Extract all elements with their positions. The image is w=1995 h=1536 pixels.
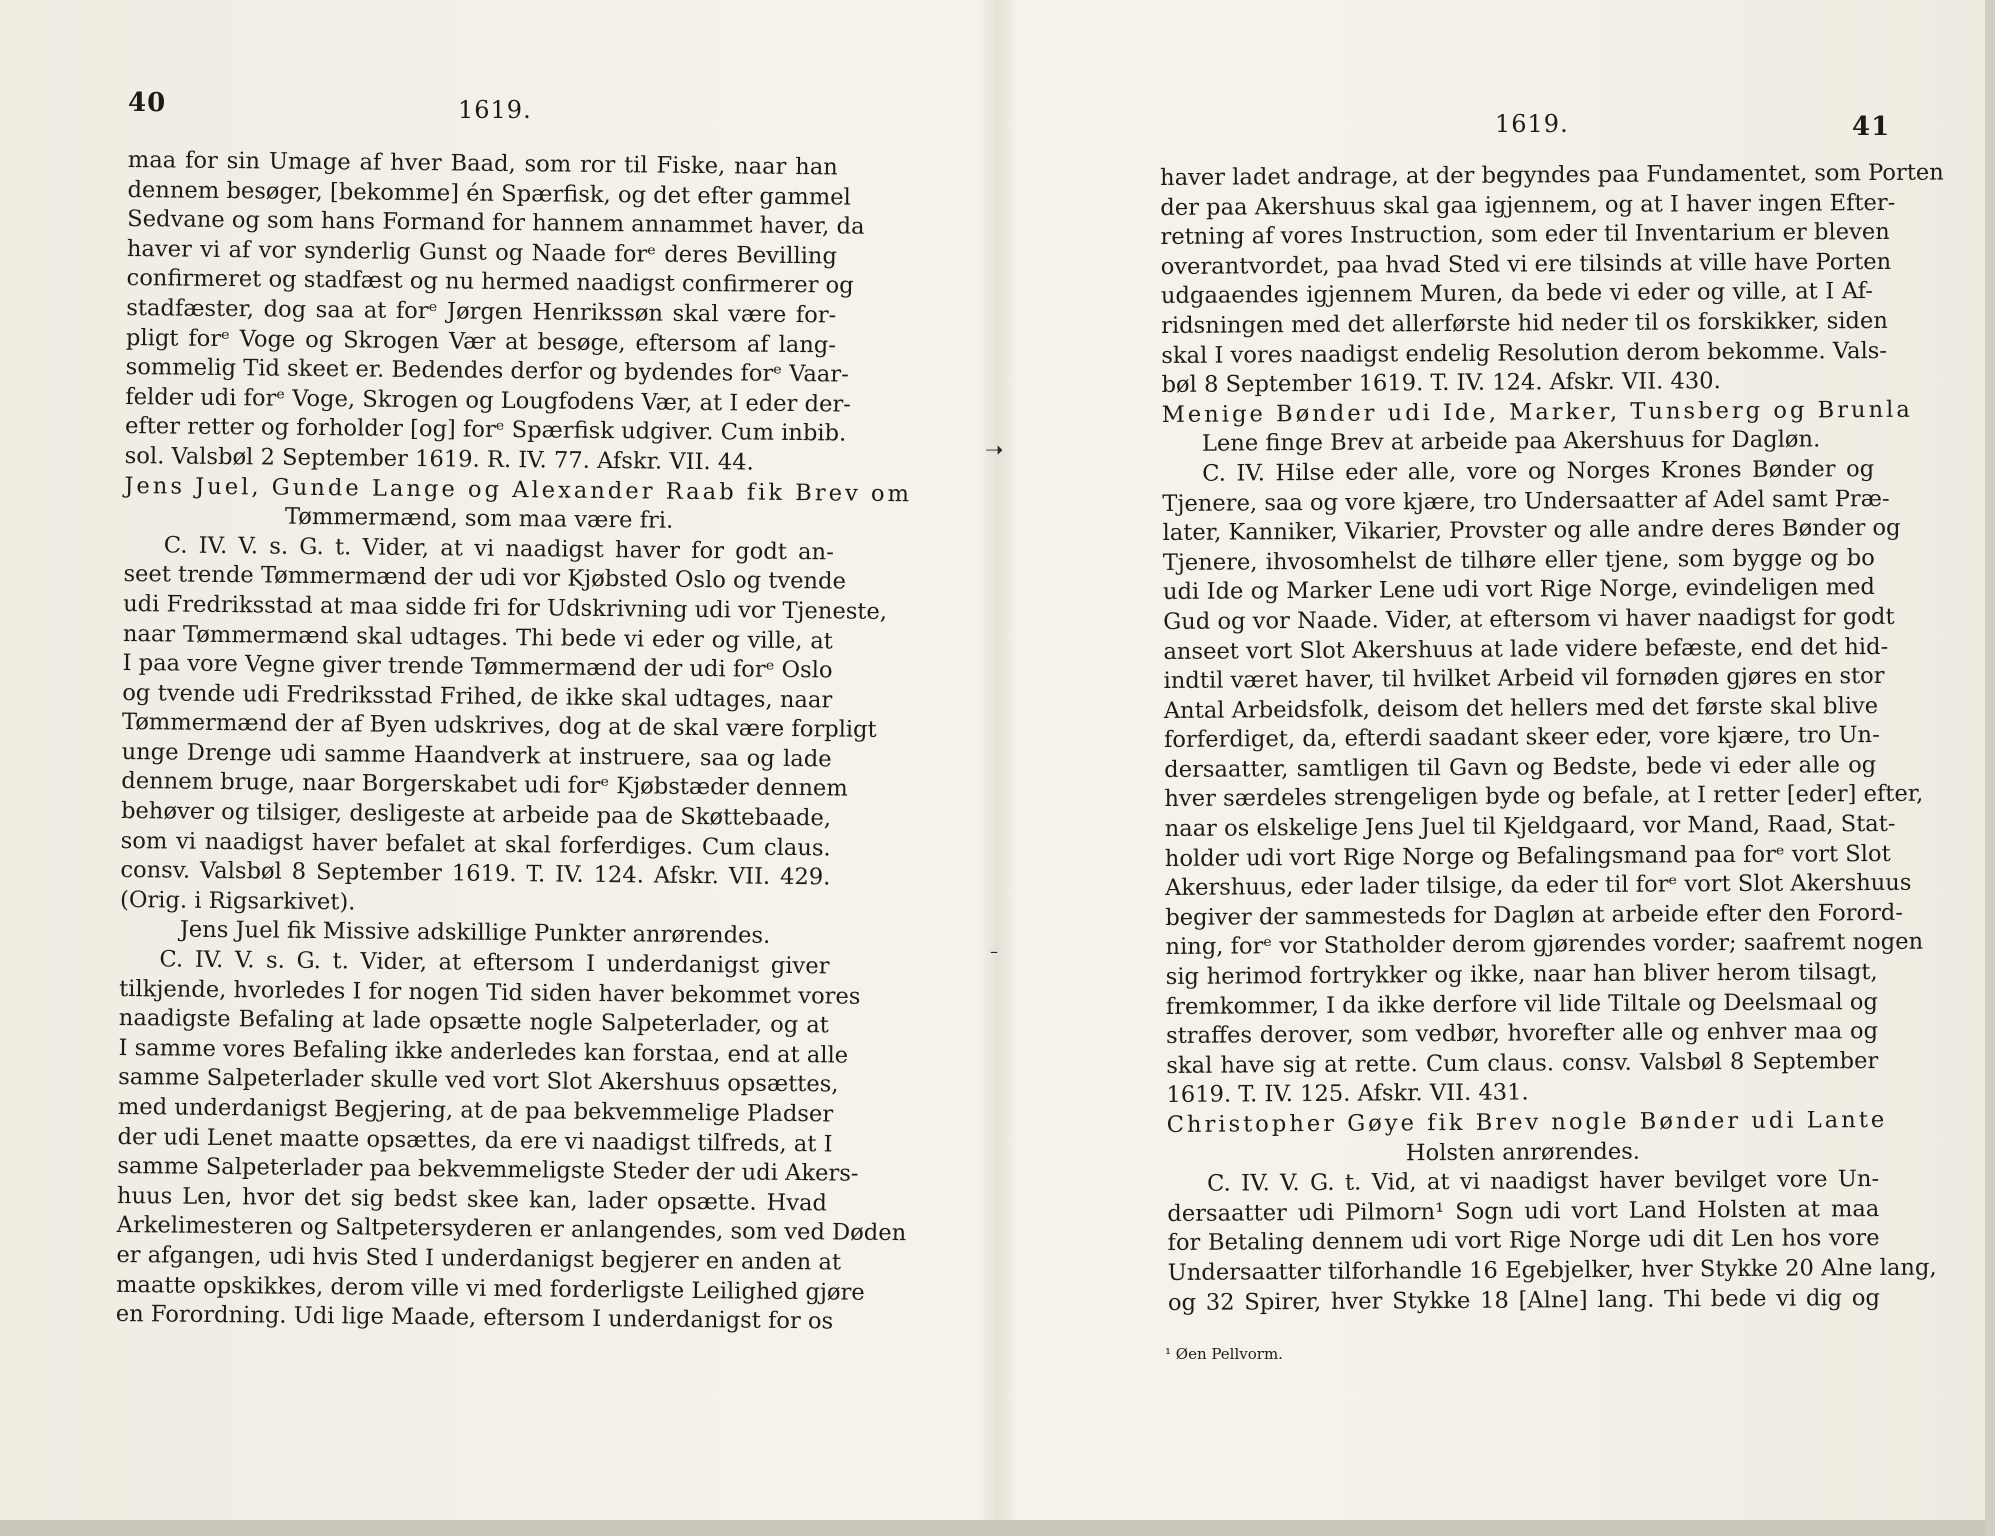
text-line: Gud og vor Naade. Vider, at eftersom vi haver naadigst for godt	[1163, 603, 1895, 635]
text-line: samme Salpeterlader skulle ved vort Slot Akershuus opsættes,	[118, 1064, 839, 1098]
text-line: skal I vores naadigst endelig Resolution derom bekomme. Vals-	[1161, 337, 1888, 369]
text-line: C. IV. V. s. G. t. Vider, at vi naadigst haver for godt an-	[163, 532, 834, 566]
text-line: Tjenere, ihvosomhelst de tilhøre eller tjene, som bygge og bo	[1162, 544, 1875, 576]
text-line: dersaatter udi Pilmorn¹ Sogn udi vort Land Holsten at maa	[1167, 1195, 1880, 1227]
text-line: C. IV. V. G. t. Vid, at vi naadigst haver bevilget vore Un-	[1207, 1166, 1880, 1197]
text-line: C. IV. V. s. G. t. Vider, at eftersom I underdanigst giver	[159, 946, 830, 980]
page-bottom-edge	[0, 1520, 1995, 1536]
text-line: maatte opskikkes, derom ville vi med forderligste Leilighed gjøre	[115, 1271, 865, 1306]
gutter-dash-icon: –	[990, 942, 998, 961]
text-line: ridsningen med det allerførste hid neder til os forskikker, siden	[1161, 307, 1888, 339]
right-year-header: 1619.	[1495, 110, 1569, 138]
entry-heading: Menige Bønder udi Ide, Marker, Tunsberg og Brunla	[1161, 396, 1913, 428]
text-line: udi Ide og Marker Lene udi vort Rige Norge, evindeligen med	[1162, 574, 1876, 606]
text-line: sig herimod fortrykker og ikke, naar han bliver herom tilsagt,	[1165, 959, 1878, 991]
left-page-number: 40	[128, 88, 167, 118]
text-line: dennem besøger, [bekomme] én Spærfisk, og det efter gammel	[127, 176, 851, 211]
text-line: Undersaatter tilforhandle 16 Egebjelker, hver Stykke 20 Alne lang,	[1167, 1254, 1937, 1286]
text-line: forferdiget, da, efterdi saadant skeer eder, vore kjære, tro Un-	[1163, 722, 1880, 754]
text-line: pligt forᵉ Voge og Skrogen Vær at besøge, eftersom af lang-	[125, 324, 837, 358]
right-text-block	[1160, 159, 1944, 1318]
text-line: hver særdeles strengeligen byde og befale, at I retter [eder] efter,	[1164, 781, 1924, 813]
text-line: haver ladet andrage, at der begyndes paa Fundamentet, som Porten	[1160, 159, 1944, 191]
left-text-block	[115, 146, 913, 1337]
text-line: med underdanigst Begjering, at de paa bekvemmelige Pladser	[117, 1093, 834, 1128]
text-line: begiver der sammesteds for Dagløn at arbeide efter den Forord-	[1165, 899, 1904, 931]
text-line: tilkjende, hvorledes I for nogen Tid siden haver bekommet vores	[119, 975, 861, 1010]
text-line: behøver og tilsiger, desligeste at arbeide paa de Skøttebaade,	[120, 798, 832, 832]
text-line: felder udi forᵉ Voge, Skrogen og Lougfodens Vær, at I eder der-	[125, 383, 852, 418]
text-line: sol. Valsbøl 2 September 1619. R. IV. 77. Afskr. VII. 44.	[124, 442, 754, 476]
text-line: Tjenere, saa og vore kjære, tro Undersaatter af Adel samt Præ-	[1162, 485, 1890, 517]
text-line: der paa Akershuus skal gaa igjennem, og at I haver ingen Efter-	[1160, 189, 1896, 221]
text-line: maa for sin Umage af hver Baad, som ror til Fiske, naar han	[127, 146, 838, 181]
entry-heading: Christopher Gøye fik Brev nogle Bønder udi Lante	[1166, 1106, 1888, 1138]
text-line: bøl 8 September 1619. T. IV. 124. Afskr. VII. 430.	[1161, 368, 1721, 399]
text-line: Antal Arbeidsfolk, deisom det hellers med det første skal blive	[1163, 692, 1879, 724]
text-line: 1619. T. IV. 125. Afskr. VII. 431.	[1166, 1079, 1529, 1109]
text-line: og tvende udi Fredriksstad Frihed, de ikke skal udtages, naar	[122, 679, 833, 714]
left-year-header: 1619.	[458, 96, 532, 124]
text-line: seet trende Tømmermænd der udi vor Kjøbsted Oslo og tvende	[123, 561, 847, 595]
text-line: Tømmermænd der af Byen udskrives, dog at de skal være forpligt	[121, 709, 877, 744]
text-line: huus Len, hvor det sig bedst skee kan, lader opsætte. Hvad	[116, 1182, 828, 1217]
text-line: efter retter og forholder [og] forᵉ Spærfisk udgiver. Cum inbib.	[124, 413, 847, 447]
text-line: sommelig Tid skeet er. Bedendes derfor og bydendes forᵉ Vaar-	[125, 354, 849, 388]
text-line: I paa vore Vegne giver trende Tømmermænd der udi forᵉ Oslo	[122, 650, 833, 684]
text-line: for Betaling dennem udi vort Rige Norge udi dit Len hos vore	[1167, 1225, 1880, 1257]
text-line: haver vi af vor synderlig Gunst og Naade forᵉ deres Bevilling	[126, 235, 838, 270]
text-line: ning, forᵉ vor Statholder derom gjørendes vorder; saafremt nogen	[1165, 929, 1924, 961]
text-line: skal have sig at rette. Cum claus. consv. Valsbøl 8 September	[1166, 1047, 1879, 1079]
text-line: Sedvane og som hans Formand for hannem annammet haver, da	[127, 206, 865, 240]
text-line: retning af vores Instruction, som eder til Inventarium er bleven	[1160, 219, 1890, 251]
text-line: Arkelimesteren og Saltpetersyderen er anlangendes, som ved Døden	[116, 1212, 907, 1247]
text-line: dersaatter, samtligen til Gavn og Bedste, bede vi eder alle og	[1164, 751, 1877, 783]
text-line: overantvordet, paa hvad Sted vi ere tilsinds at ville have Porten	[1160, 248, 1892, 280]
footnote: ¹ Øen Pellvorm.	[1165, 1345, 1283, 1363]
entry-heading: Jens Juel, Gunde Lange og Alexander Raab fik Brev om	[124, 472, 913, 507]
text-line: holder udi vort Rige Norge og Befalingsmand paa forᵉ vort Slot	[1164, 840, 1891, 872]
text-line: samme Salpeterlader paa bekvemmeligste Steder der udi Akers-	[117, 1153, 859, 1187]
text-line: later, Kanniker, Vikarier, Provster og alle andre deres Bønder og	[1162, 514, 1901, 547]
text-line: udi Fredriksstad at maa sidde fri for Udskrivning udi vor Tjeneste,	[123, 590, 888, 625]
text-line: C. IV. Hilse eder alle, vore og Norges Krones Bønder og	[1202, 455, 1875, 487]
text-line: straffes derover, som vedbør, hvorefter alle og enhver maa og	[1165, 1018, 1879, 1050]
text-line: unge Drenge udi samme Haandverk at instruere, saa og lade	[121, 738, 832, 773]
text-line: (Orig. i Rigsarkivet).	[119, 886, 356, 916]
text-line: der udi Lenet maatte opsættes, da ere vi naadigst tilfreds, at I	[117, 1123, 833, 1158]
text-line: og 32 Spirer, hver Stykke 18 [Alne] lang. Thi bede vi dig og	[1167, 1284, 1881, 1316]
right-page-number: 41	[1852, 112, 1891, 142]
text-line: naar Tømmermænd skal udtages. Thi bede vi eder og ville, at	[122, 620, 833, 654]
text-line: confirmeret og stadfæst og nu hermed naadigst confirmerer og	[126, 265, 854, 299]
entry-heading: Jens Juel fik Missive adskillige Punkter anrørendes.	[179, 917, 771, 950]
text-line: Akershuus, eder lader tilsige, da eder til forᵉ vort Slot Akershuus	[1164, 870, 1912, 902]
text-line: en Forordning. Udi lige Maade, eftersom I underdanigst for os	[115, 1301, 834, 1335]
text-line: dennem bruge, naar Borgerskabet udi forᵉ Kjøbstæder dennem	[121, 768, 848, 803]
text-line: naar os elskelige Jens Juel til Kjeldgaard, vor Mand, Raad, Stat-	[1164, 810, 1896, 843]
text-line: er afgangen, udi hvis Sted I underdanigst begjerer en anden at	[116, 1241, 842, 1276]
gutter-arrow-icon: ➝	[985, 438, 1004, 463]
entry-heading: Tømmermænd, som maa være fri.	[284, 503, 674, 534]
text-line: consv. Valsbøl 8 September 1619. T. IV. 124. Afskr. VII. 429.	[120, 857, 831, 891]
entry-heading: Holsten anrørendes.	[1405, 1138, 1641, 1166]
text-line: stadfæster, dog saa at forᵉ Jørgen Henrikssøn skal være for-	[126, 294, 837, 329]
text-line: anseet vort Slot Akershuus at lade videre befæste, end det hid-	[1163, 633, 1889, 665]
page-right-edge	[1985, 0, 1995, 1536]
text-line: som vi naadigst haver befalet at skal forferdiges. Cum claus.	[120, 827, 831, 862]
text-line: fremkommer, I da ikke derfore vil lide Tiltale og Deelsmaal og	[1165, 988, 1878, 1020]
left-page	[0, 0, 995, 1536]
text-line: indtil været haver, til hvilket Arbeid vil fornøden gjøres en stor	[1163, 663, 1885, 695]
entry-heading: Lene finge Brev at arbeide paa Akershuus for Dagløn.	[1201, 426, 1821, 458]
text-line: naadigste Befaling at lade opsætte nogle Salpeterlader, og at	[118, 1005, 829, 1039]
text-line: I samme vores Befaling ikke anderledes kan forstaa, end at alle	[118, 1034, 849, 1069]
text-line: udgaaendes igjennem Muren, da bede vi eder og ville, at I Af-	[1160, 278, 1873, 310]
right-page	[1000, 0, 1995, 1536]
